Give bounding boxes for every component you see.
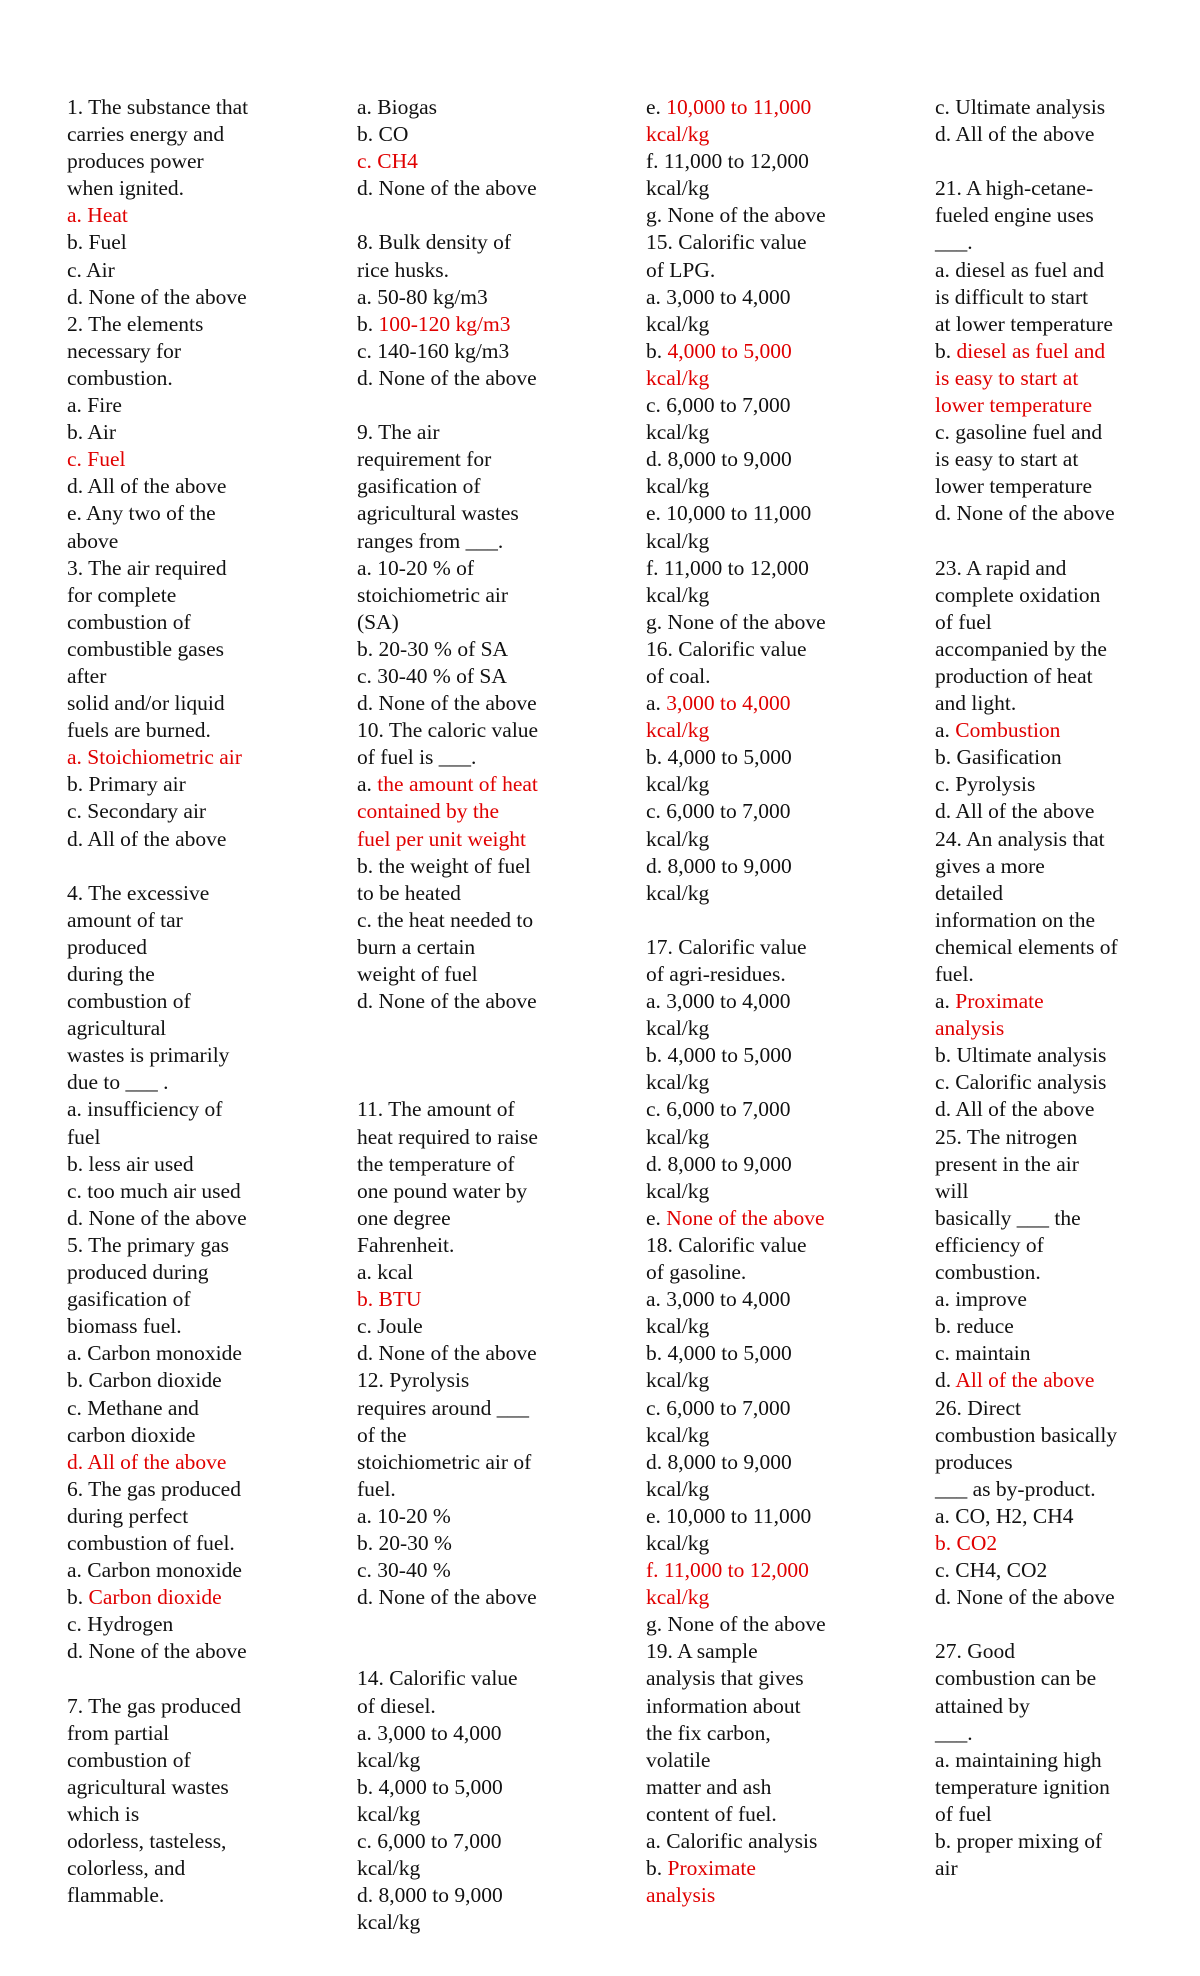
text-line: kcal/kg [357, 1856, 421, 1881]
text-line: 21. A high-cetane- [935, 176, 1094, 201]
text-line: a. maintaining high [935, 1747, 1102, 1772]
text-line: d. All of the above [67, 826, 227, 851]
text-line: d. None of the above [357, 1585, 537, 1610]
answer-line: lower temperature [935, 393, 1092, 418]
text-line: carries energy and [67, 122, 225, 147]
text-line: 14. Calorific value [357, 1666, 518, 1691]
text-line: information on the [935, 907, 1096, 932]
option-letter: b. [646, 338, 663, 363]
text-line: matter and ash [646, 1774, 772, 1799]
correct-answer-text: Proximate [955, 989, 1044, 1014]
text-line: 1. The substance that [67, 95, 249, 119]
text-line: above [67, 528, 119, 553]
text-line: a. Carbon monoxide [67, 1341, 242, 1366]
text-line: heat required to raise [357, 1124, 538, 1149]
text-line: rice husks. [357, 257, 449, 282]
text-line: chemical elements of [935, 934, 1118, 959]
text-line: d. 8,000 to 9,000 [357, 1883, 503, 1908]
text-line: temperature ignition [935, 1774, 1110, 1799]
answer-line: fuel per unit weight [357, 826, 526, 851]
text-line: ___. [935, 230, 973, 255]
text-line: kcal/kg [646, 528, 710, 553]
text-line: wastes is primarily [67, 1043, 230, 1068]
text-line: a. 10-20 % of [357, 555, 475, 580]
text-line: for complete [67, 582, 177, 607]
text-line: of fuel is ___. [357, 745, 477, 770]
text-line: of the [357, 1422, 407, 1447]
answer-line: c. Fuel [67, 447, 126, 472]
text-line: 3. The air required [67, 555, 227, 580]
text-line: d. None of the above [935, 501, 1115, 526]
text-line: b. CO [357, 122, 409, 147]
correct-answer-text: Proximate [667, 1856, 756, 1881]
text-line: produced during [67, 1260, 209, 1285]
text-line: a. 3,000 to 4,000 [646, 284, 791, 309]
text-line: kcal/kg [357, 1910, 421, 1935]
text-line: b. Gasification [935, 745, 1062, 770]
text-line: analysis that gives [646, 1666, 804, 1691]
text-line: d. None of the above [357, 1341, 537, 1366]
text-line: of fuel [935, 1801, 992, 1826]
text-line: d. All of the above [935, 1097, 1095, 1122]
text-line: c. Secondary air [67, 799, 207, 824]
text-line: gasification of [357, 474, 481, 499]
text-line: weight of fuel [357, 962, 478, 986]
text-line: d. None of the above [67, 1639, 247, 1664]
answer-line [646, 94, 826, 121]
text-line [357, 1069, 538, 1096]
answer-line: b. BTU [357, 1287, 422, 1312]
text-line: (SA) [357, 609, 399, 634]
text-line: d. 8,000 to 9,000 [646, 853, 792, 878]
text-line: detailed [935, 880, 1004, 905]
text-line: a. 3,000 to 4,000 [357, 1720, 502, 1745]
text-line: lower temperature [935, 474, 1092, 499]
answer-line: kcal/kg [646, 1585, 710, 1610]
text-line: fuels are burned. [67, 718, 211, 743]
text-line: ___. [935, 1720, 973, 1745]
text-line: after [67, 663, 107, 688]
option-letter: a. [357, 772, 372, 797]
text-line: kcal/kg [646, 772, 710, 797]
text-line: agricultural wastes [67, 1774, 229, 1799]
text-line: c. Joule [357, 1314, 423, 1339]
option-letter: b. [646, 1856, 663, 1881]
answer-line: kcal/kg [646, 718, 710, 743]
text-line [357, 1638, 538, 1665]
text-line: f. 11,000 to 12,000 [646, 555, 809, 580]
correct-answer-text: Carbon dioxide [88, 1585, 222, 1610]
text-line: kcal/kg [646, 1530, 710, 1555]
text-line: a. diesel as fuel and [935, 257, 1104, 282]
answer-line: contained by the [357, 799, 500, 824]
text-line: d. None of the above [67, 284, 247, 309]
text-line: gives a more [935, 853, 1045, 878]
text-line: during perfect [67, 1503, 189, 1528]
text-line: 26. Direct [935, 1395, 1021, 1420]
text-line: combustible gases [67, 636, 225, 661]
correct-answer-text: the amount of heat [377, 772, 538, 797]
text-line: of agri-residues. [646, 962, 786, 986]
text-line: kcal/kg [646, 1070, 710, 1095]
text-line: combustion of [67, 1747, 191, 1772]
text-line: c. Calorific analysis [935, 1070, 1107, 1095]
text-line: agricultural wastes [357, 501, 519, 526]
answer-line: kcal/kg [646, 122, 710, 147]
text-column-3 [646, 94, 826, 1909]
text-column-2 [357, 94, 538, 1936]
text-line: 12. Pyrolysis [357, 1368, 470, 1393]
text-line: kcal/kg [646, 1178, 710, 1203]
text-line: to be heated [357, 880, 461, 905]
answer-line: is easy to start at [935, 365, 1079, 390]
text-line: a. Fire [67, 393, 122, 418]
text-line: 19. A sample [646, 1639, 758, 1664]
text-line: of fuel [935, 609, 992, 634]
correct-answer-text: Combustion [955, 718, 1061, 743]
text-line: c. 6,000 to 7,000 [646, 799, 791, 824]
correct-answer-text: 100-120 kg/m3 [378, 311, 511, 336]
answer-line [646, 338, 826, 365]
text-line: c. maintain [935, 1341, 1031, 1366]
text-line: gasification of [67, 1287, 191, 1312]
text-line: 24. An analysis that [935, 826, 1105, 851]
text-line: Fahrenheit. [357, 1232, 455, 1257]
text-line [935, 1611, 1118, 1638]
answer-line [646, 690, 826, 717]
text-line: d. 8,000 to 9,000 [646, 447, 792, 472]
text-line: one pound water by [357, 1178, 528, 1203]
answer-line [935, 717, 1118, 744]
answer-line: kcal/kg [646, 365, 710, 390]
text-line: colorless, and [67, 1856, 186, 1881]
answer-line: b. CO2 [935, 1530, 998, 1555]
correct-answer-text: 4,000 to 5,000 [667, 338, 792, 363]
text-line: the temperature of [357, 1151, 515, 1176]
text-line: kcal/kg [646, 582, 710, 607]
text-line: b. the weight of fuel [357, 853, 531, 878]
text-line: combustion of [67, 609, 191, 634]
text-line: burn a certain [357, 934, 476, 959]
text-line: d. All of the above [67, 474, 227, 499]
text-line: 10. The caloric value [357, 718, 539, 743]
text-line: a. kcal [357, 1260, 414, 1285]
text-line: from partial [67, 1720, 170, 1745]
text-line: d. 8,000 to 9,000 [646, 1151, 792, 1176]
text-line: volatile [646, 1747, 711, 1772]
text-line: d. None of the above [357, 176, 537, 201]
answer-line: f. 11,000 to 12,000 [646, 1558, 809, 1583]
text-line: 25. The nitrogen [935, 1124, 1078, 1149]
text-line: is easy to start at [935, 447, 1079, 472]
option-letter: b. [935, 338, 952, 363]
text-column-1 [67, 94, 248, 1909]
text-line: during the [67, 962, 155, 986]
text-line: c. 6,000 to 7,000 [357, 1829, 502, 1853]
text-line: c. 6,000 to 7,000 [646, 1097, 791, 1122]
text-line: b. 20-30 % [357, 1530, 452, 1555]
text-line: production of heat [935, 663, 1093, 688]
text-line: a. Calorific analysis [646, 1829, 818, 1853]
text-line: 4. The excessive [67, 880, 210, 905]
text-line: of LPG. [646, 257, 716, 282]
text-line: amount of tar [67, 907, 183, 932]
answer-line [935, 338, 1118, 365]
text-line: of coal. [646, 663, 711, 688]
option-letter: e. [646, 1205, 661, 1230]
text-line: kcal/kg [646, 880, 710, 905]
text-line: combustion basically [935, 1422, 1118, 1447]
option-letter: b. [357, 311, 374, 336]
text-line: is difficult to start [935, 284, 1089, 309]
text-line: 15. Calorific value [646, 230, 807, 255]
correct-answer-text: None of the above [666, 1205, 825, 1230]
text-line: fuel. [357, 1476, 396, 1501]
answer-line [935, 1367, 1118, 1394]
text-line: 23. A rapid and [935, 555, 1067, 580]
option-letter: a. [935, 718, 950, 743]
text-line: which is [67, 1801, 140, 1826]
text-line: produces [935, 1449, 1013, 1474]
text-line: g. None of the above [646, 203, 826, 228]
text-line: 7. The gas produced [67, 1693, 241, 1718]
text-line: requires around ___ [357, 1395, 529, 1420]
text-line: the fix carbon, [646, 1720, 771, 1745]
text-line: a. Carbon monoxide [67, 1558, 242, 1583]
text-line: kcal/kg [646, 420, 710, 445]
text-line: combustion. [935, 1260, 1041, 1285]
text-line: 5. The primary gas [67, 1232, 230, 1257]
text-line [67, 853, 248, 880]
text-line: c. 30-40 % of SA [357, 663, 507, 688]
text-line: 11. The amount of [357, 1097, 515, 1122]
text-line: combustion of fuel. [67, 1530, 235, 1555]
text-line: fuel. [935, 962, 974, 986]
text-line: kcal/kg [357, 1801, 421, 1826]
text-line [357, 1015, 538, 1042]
text-line: kcal/kg [646, 1314, 710, 1339]
text-line: b. Primary air [67, 772, 186, 797]
text-line: b. Air [67, 420, 116, 445]
text-line: solid and/or liquid [67, 691, 225, 716]
text-line: kcal/kg [646, 176, 710, 201]
text-line: produces power [67, 149, 204, 174]
text-line: b. 20-30 % of SA [357, 636, 509, 661]
text-line: c. gasoline fuel and [935, 420, 1103, 445]
text-line: g. None of the above [646, 609, 826, 634]
text-line: d. None of the above [357, 989, 537, 1014]
text-line: e. Any two of the [67, 501, 216, 526]
text-line: c. too much air used [67, 1178, 241, 1203]
text-line [357, 1042, 538, 1069]
answer-line: a. Heat [67, 203, 128, 228]
text-line: e. 10,000 to 11,000 [646, 501, 812, 526]
text-line: will [935, 1178, 969, 1203]
text-line: a. improve [935, 1287, 1027, 1312]
text-line: of gasoline. [646, 1260, 747, 1285]
text-line: 16. Calorific value [646, 636, 807, 661]
text-line: fuel [67, 1124, 101, 1149]
text-line: agricultural [67, 1016, 167, 1041]
text-line: d. None of the above [357, 691, 537, 716]
text-column-4 [935, 94, 1118, 1882]
text-line: g. None of the above [646, 1612, 826, 1637]
text-line: kcal/kg [646, 1124, 710, 1149]
text-line: kcal/kg [646, 1368, 710, 1393]
correct-answer-text: 10,000 to 11,000 [666, 95, 812, 119]
option-letter: e. [646, 95, 661, 119]
answer-line: a. Stoichiometric air [67, 745, 242, 770]
text-line: d. All of the above [935, 799, 1095, 824]
text-line: requirement for [357, 447, 492, 472]
text-line: content of fuel. [646, 1801, 777, 1826]
text-line: a. 10-20 % [357, 1503, 451, 1528]
text-line: ranges from ___. [357, 528, 504, 553]
text-line: air [935, 1856, 958, 1881]
option-letter: b. [67, 1585, 84, 1610]
text-line: e. 10,000 to 11,000 [646, 1503, 812, 1528]
text-line: of diesel. [357, 1693, 436, 1718]
text-line: c. 30-40 % [357, 1558, 451, 1583]
text-line: and light. [935, 691, 1017, 716]
answer-line: c. CH4 [357, 149, 418, 174]
text-line: kcal/kg [646, 1016, 710, 1041]
text-line: fueled engine uses [935, 203, 1094, 228]
correct-answer-text: 3,000 to 4,000 [666, 691, 791, 716]
text-line: kcal/kg [646, 1422, 710, 1447]
text-line: b. Carbon dioxide [67, 1368, 222, 1393]
text-line: c. 140-160 kg/m3 [357, 338, 510, 363]
text-line: basically ___ the [935, 1205, 1081, 1230]
option-letter: d. [935, 1368, 952, 1393]
text-line: f. 11,000 to 12,000 [646, 149, 809, 174]
answer-line: analysis [935, 1016, 1005, 1041]
text-line: a. insufficiency of [67, 1097, 223, 1122]
text-line: 2. The elements [67, 311, 204, 336]
text-line: c. 6,000 to 7,000 [646, 1395, 791, 1420]
text-line: b. 4,000 to 5,000 [646, 745, 792, 770]
correct-answer-text: diesel as fuel and [956, 338, 1106, 363]
text-line: combustion can be [935, 1666, 1097, 1691]
text-line: a. 50-80 kg/m3 [357, 284, 488, 309]
text-line: d. All of the above [935, 122, 1095, 147]
text-line: complete oxidation [935, 582, 1101, 607]
text-line: d. None of the above [357, 365, 537, 390]
text-line: 27. Good [935, 1639, 1016, 1664]
text-line: a. 3,000 to 4,000 [646, 989, 791, 1014]
text-line: c. Air [67, 257, 115, 282]
text-line [935, 528, 1118, 555]
text-line: flammable. [67, 1883, 165, 1908]
option-letter: a. [646, 691, 661, 716]
text-line: b. proper mixing of [935, 1829, 1103, 1853]
answer-line [67, 1584, 248, 1611]
answer-line [935, 988, 1118, 1015]
text-line: combustion. [67, 365, 173, 390]
text-line: b. 4,000 to 5,000 [646, 1341, 792, 1366]
text-line: kcal/kg [646, 826, 710, 851]
text-line: combustion of [67, 989, 191, 1014]
text-line: c. the heat needed to [357, 907, 534, 932]
text-line: 17. Calorific value [646, 934, 807, 959]
text-line: a. 3,000 to 4,000 [646, 1287, 791, 1312]
text-line [646, 907, 826, 934]
text-line: stoichiometric air [357, 582, 509, 607]
text-line [357, 202, 538, 229]
text-line: d. None of the above [935, 1585, 1115, 1610]
text-line: b. reduce [935, 1314, 1014, 1339]
text-line: b. less air used [67, 1151, 194, 1176]
text-line: 18. Calorific value [646, 1232, 807, 1257]
text-line: kcal/kg [646, 474, 710, 499]
text-line: at lower temperature [935, 311, 1113, 336]
text-line: stoichiometric air of [357, 1449, 532, 1474]
text-line: c. Methane and [67, 1395, 199, 1420]
text-line [935, 148, 1118, 175]
text-line: a. Biogas [357, 95, 438, 119]
text-line [357, 1611, 538, 1638]
text-line: information about [646, 1693, 801, 1718]
text-line: odorless, tasteless, [67, 1829, 227, 1853]
text-line: accompanied by the [935, 636, 1107, 661]
text-line: efficiency of [935, 1232, 1044, 1257]
text-line: one degree [357, 1205, 451, 1230]
text-line: carbon dioxide [67, 1422, 196, 1447]
text-line: b. 4,000 to 5,000 [357, 1774, 503, 1799]
text-line: c. Pyrolysis [935, 772, 1036, 797]
text-line: d. None of the above [67, 1205, 247, 1230]
answer-line [357, 771, 538, 798]
answer-line [646, 1855, 826, 1882]
text-line: due to ___ . [67, 1070, 169, 1095]
text-line [67, 1665, 248, 1692]
text-line: 6. The gas produced [67, 1476, 241, 1501]
text-line: kcal/kg [646, 1476, 710, 1501]
text-line: biomass fuel. [67, 1314, 182, 1339]
text-line: kcal/kg [646, 311, 710, 336]
text-line: b. Fuel [67, 230, 127, 255]
text-line: a. CO, H2, CH4 [935, 1503, 1074, 1528]
text-line: 9. The air [357, 420, 440, 445]
text-line: attained by [935, 1693, 1030, 1718]
text-line: c. Ultimate analysis [935, 95, 1106, 119]
text-line: c. CH4, CO2 [935, 1558, 1048, 1583]
answer-line [357, 311, 538, 338]
text-line: when ignited. [67, 176, 185, 201]
text-line: present in the air [935, 1151, 1079, 1176]
text-line: c. Hydrogen [67, 1612, 174, 1637]
text-line: c. 6,000 to 7,000 [646, 393, 791, 418]
text-line: 8. Bulk density of [357, 230, 512, 255]
text-line: b. Ultimate analysis [935, 1043, 1107, 1068]
answer-line: analysis [646, 1883, 716, 1908]
answer-line: d. All of the above [67, 1449, 227, 1474]
text-line: produced [67, 934, 147, 959]
text-line: kcal/kg [357, 1747, 421, 1772]
option-letter: a. [935, 989, 950, 1014]
answer-line [646, 1205, 826, 1232]
text-line [357, 392, 538, 419]
text-line: necessary for [67, 338, 182, 363]
text-line: b. 4,000 to 5,000 [646, 1043, 792, 1068]
correct-answer-text: All of the above [955, 1368, 1095, 1393]
text-line: ___ as by-product. [935, 1476, 1096, 1501]
text-line: d. 8,000 to 9,000 [646, 1449, 792, 1474]
